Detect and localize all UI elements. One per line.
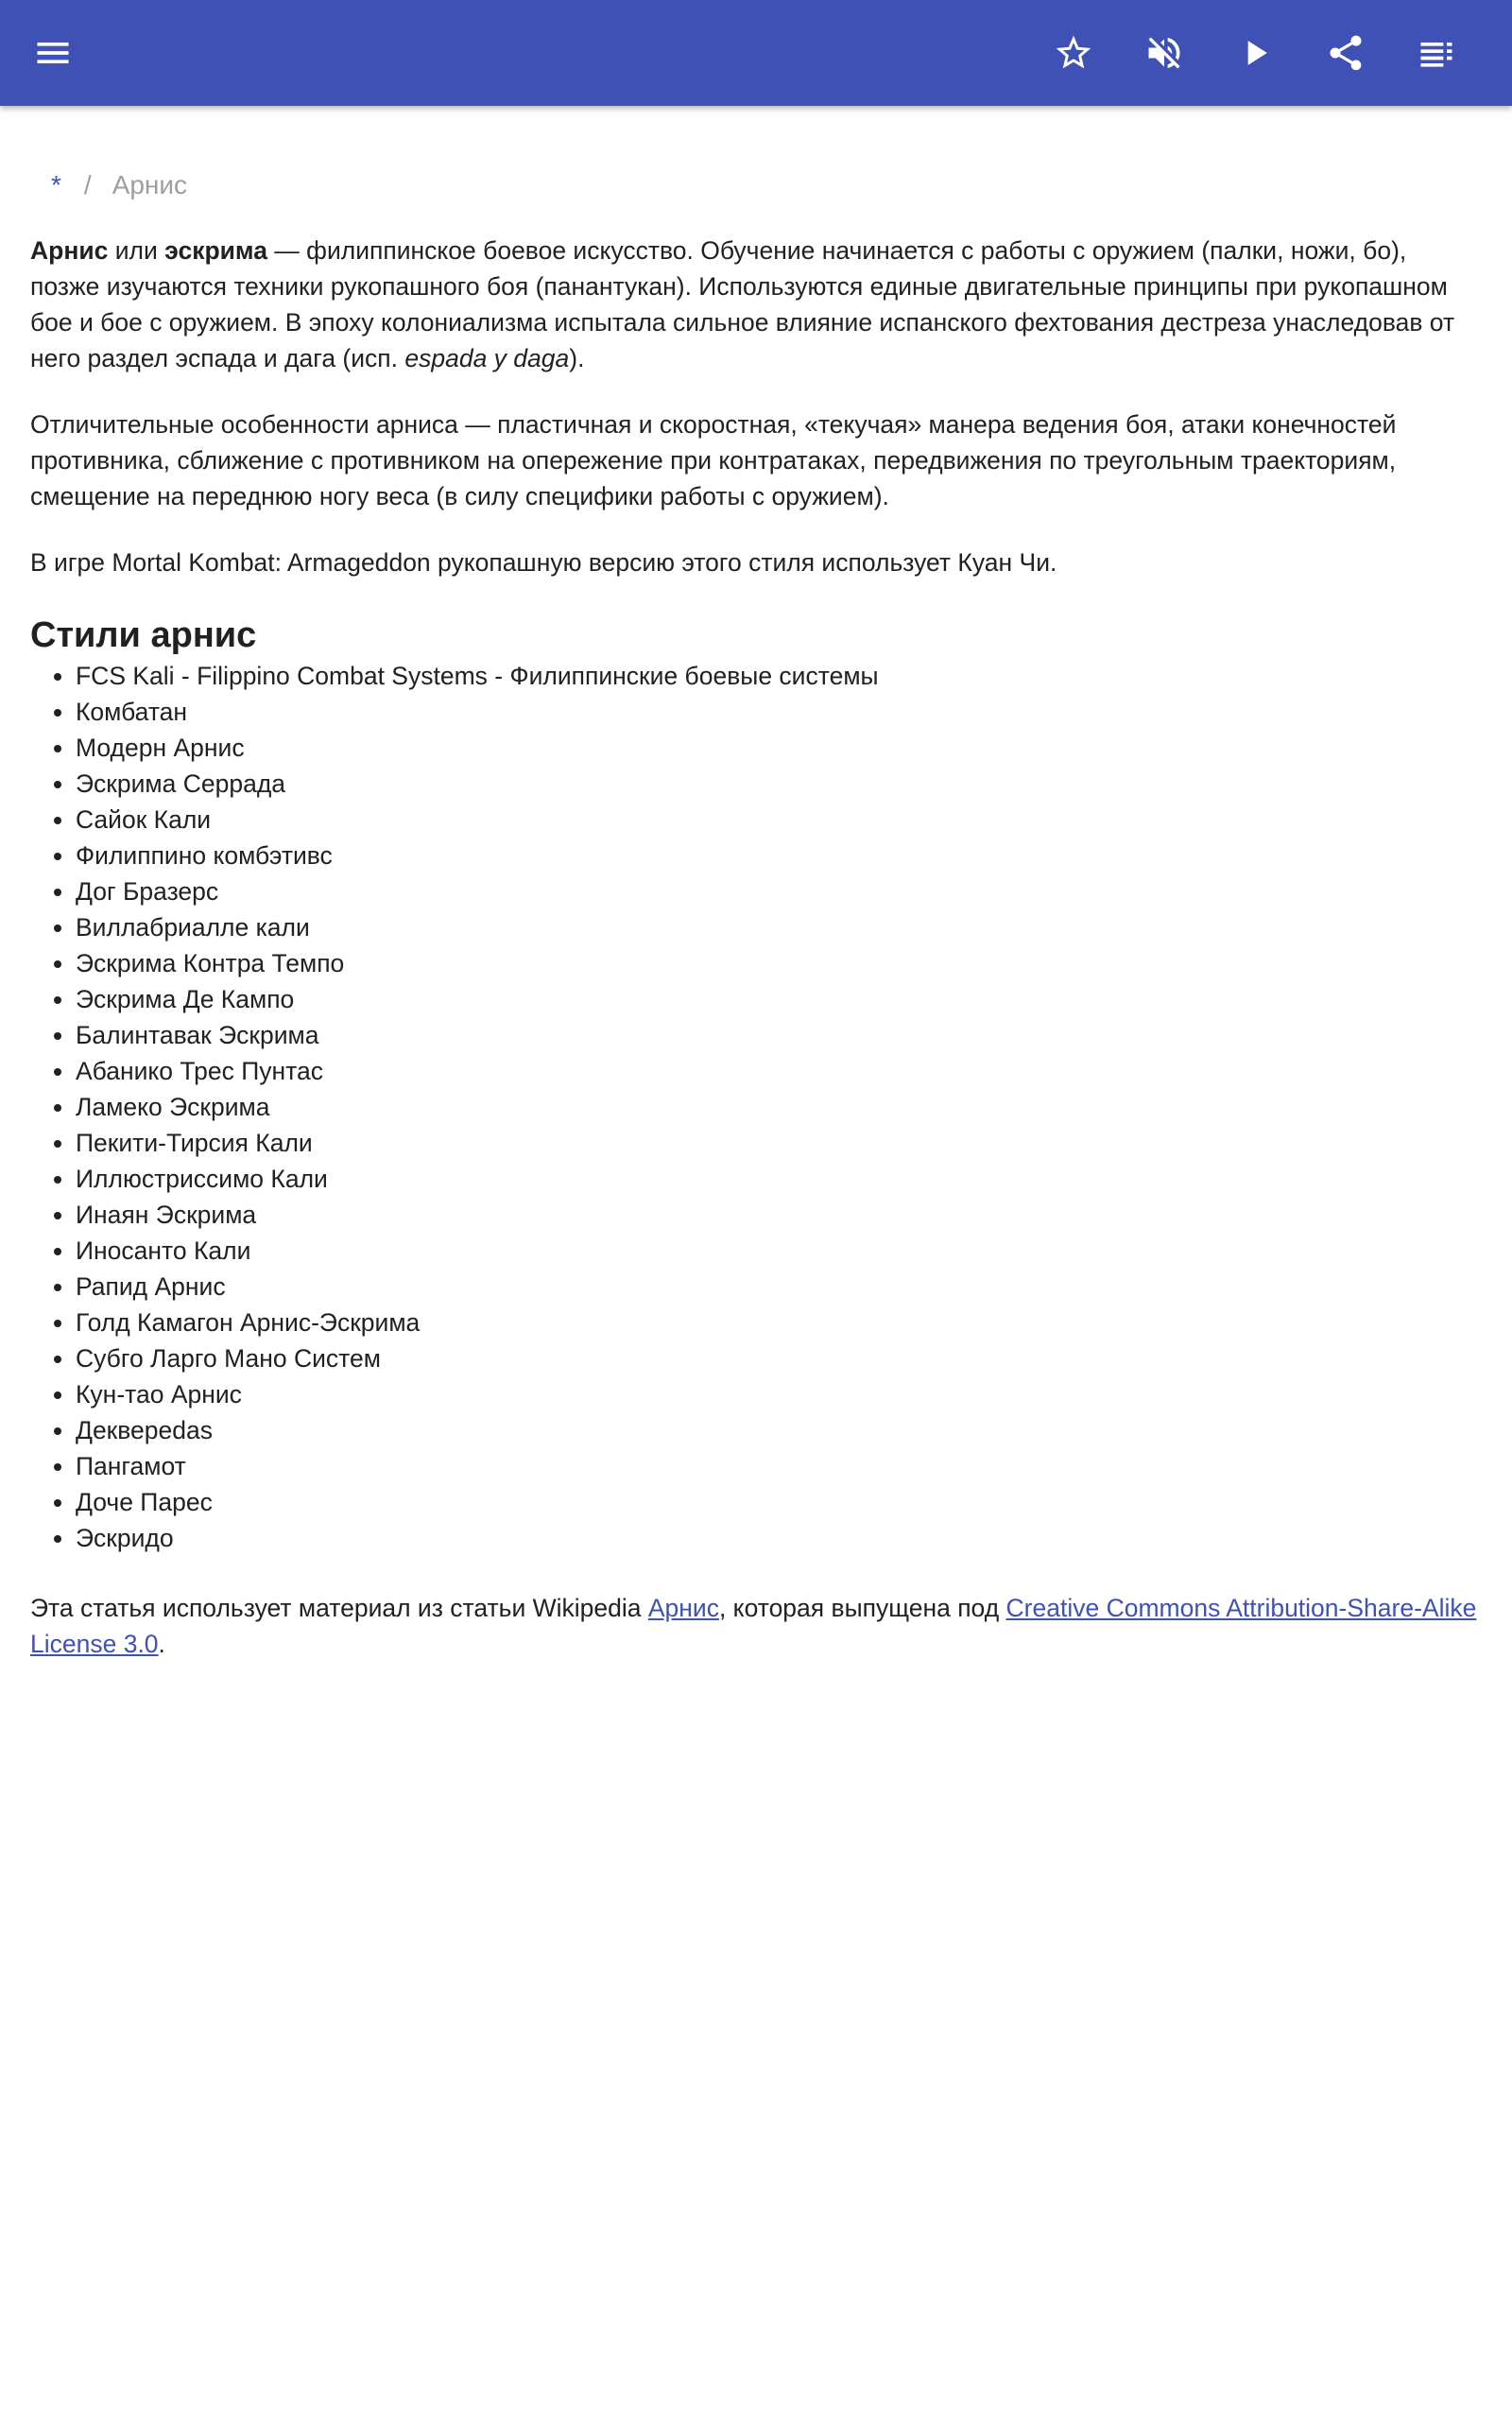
list-item: • Эскрима Серрада: [76, 766, 1482, 802]
list-item: • Эскрима Де Кампо: [76, 981, 1482, 1017]
article-content: [30, 106, 1482, 1662]
share-icon[interactable]: [1315, 23, 1376, 83]
list-item: • Эскрима Контра Темпо: [76, 945, 1482, 981]
list-item: • Абанико Трес Пунтас: [76, 1053, 1482, 1089]
list-item: • Инаян Эскрима: [76, 1197, 1482, 1233]
wikipedia-article-link[interactable]: Арнис: [647, 1594, 719, 1622]
list-item: • Эскридо: [76, 1520, 1482, 1556]
list-item: • Модерн Арнис: [76, 730, 1482, 766]
breadcrumb: [30, 166, 1482, 204]
play-icon[interactable]: [1225, 23, 1285, 83]
list-item: • Сайок Кали: [76, 802, 1482, 838]
list-item: • Виллабриалле кали: [76, 909, 1482, 945]
list-item: • Ламеко Эскрима: [76, 1089, 1482, 1125]
list-item: • Иллюстриссимо Кали: [76, 1161, 1482, 1197]
list-item: • Комбатан: [76, 694, 1482, 730]
list-item: • Иносанто Кали: [76, 1233, 1482, 1269]
term-arnis: Арнис: [30, 236, 109, 265]
menu-icon[interactable]: [23, 23, 83, 83]
term-eskrima: эскрима: [164, 236, 267, 265]
breadcrumb-current: Арнис: [112, 170, 188, 199]
star-outline-icon[interactable]: [1043, 23, 1104, 83]
list-item: • FCS Kali - Filippino Combat Systems - Филиппинские боевые системы: [76, 658, 1482, 694]
breadcrumb-separator: /: [83, 170, 92, 199]
list-item: • Пангамот: [76, 1448, 1482, 1484]
styles-list: [30, 658, 1482, 1556]
attribution-note: Эта статья использует материал из статьи Wikipedia Арнис, которая выпущена под Creative Commons Attribution-Share-Alike License 3.0.: [30, 1594, 1477, 1658]
italic-phrase: espada y daga: [404, 344, 570, 372]
section-title: Стили арнис: [30, 615, 257, 655]
app-bar: [0, 0, 1512, 106]
list-item: • Субго Ларго Мано Систем: [76, 1340, 1482, 1376]
list-item: • Филиппино комбэтивс: [76, 838, 1482, 873]
list-item: • Пекити-Тирсия Кали: [76, 1125, 1482, 1161]
list-item: • Декверedas: [76, 1412, 1482, 1448]
list-item: • Балинтавак Эскрима: [76, 1017, 1482, 1053]
license-link[interactable]: Creative Commons Attribution-Share-Alike License 3.0: [30, 1594, 1477, 1658]
list-item: • Доче Парес: [76, 1484, 1482, 1520]
volume-off-icon[interactable]: [1134, 23, 1194, 83]
features-paragraph: Отличительные особенности арниса — пластичная и скоростная, «текучая» манера ведения боя, атаки конечностей противника, сближение с противником на опережение при контратаках, передвижения по треугольным траекториям, смещение на переднюю ногу веса (в силу специфики работы с оружием).: [30, 410, 1397, 510]
list-item: • Кун-тао Арнис: [76, 1376, 1482, 1412]
breadcrumb-home-link[interactable]: *: [51, 170, 61, 199]
intro-paragraph: Арнис или эскрима — филиппинское боевое искусство. Обучение начинается с работы с оружием (палки, ножи, бо), позже изучаются техники рукопашного боя (панантукан). Используются единые двигательные принципы при рукопашном бое и бое с оружием. В эпоху колониализма испытала сильное влияние испанского фехтования дестреза унаследовав от него раздел эспада и дага (исп. espada y daga).: [30, 236, 1455, 372]
list-item: • Рапид Арнис: [76, 1269, 1482, 1305]
list-item: • Дог Бразерс: [76, 873, 1482, 909]
list-item: • Голд Камагон Арнис-Эскрима: [76, 1305, 1482, 1340]
playlist-icon[interactable]: [1406, 23, 1467, 83]
game-paragraph: В игре Mortal Kombat: Armageddon рукопашную версию этого стиля использует Куан Чи.: [30, 548, 1057, 577]
